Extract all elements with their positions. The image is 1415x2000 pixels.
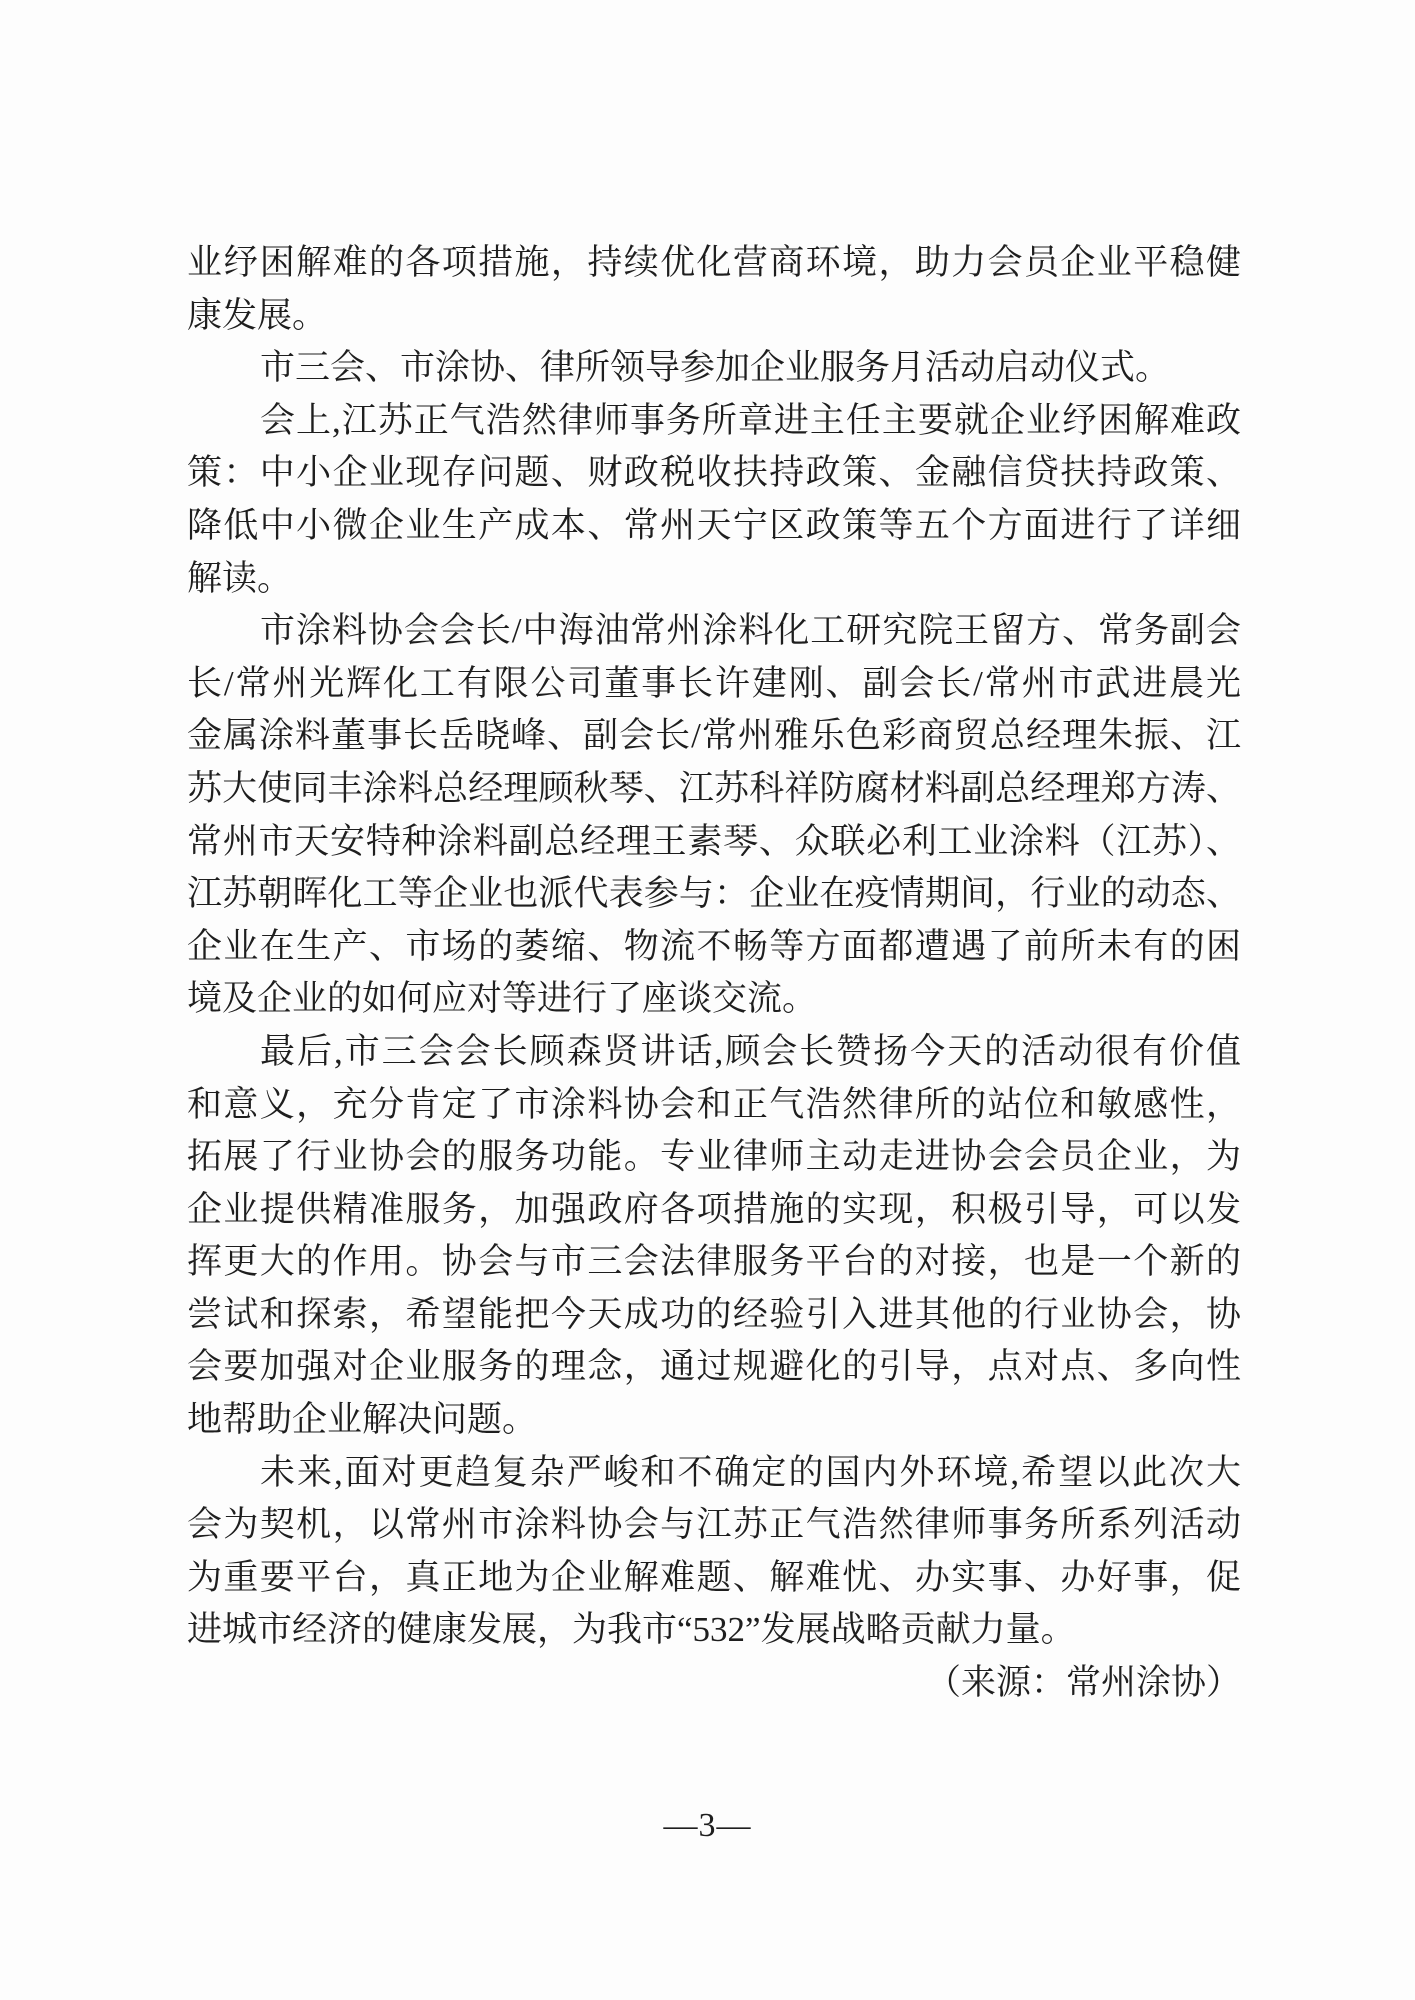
text-line: 为重要平台，真正地为企业解难题、解难忧、办实事、办好事，促 bbox=[187, 1557, 1241, 1597]
text-line: 策：中小企业现存问题、财政税收扶持政策、金融信贷扶持政策、 bbox=[187, 453, 1241, 493]
text-line: 最后,市三会会长顾森贤讲话,顾会长赞扬今天的活动很有价值 bbox=[260, 1031, 1241, 1071]
text-line: 长/常州光辉化工有限公司董事长许建刚、副会长/常州市武进晨光 bbox=[187, 663, 1241, 703]
text-line: 企业提供精准服务，加强政府各项措施的实现，积极引导，可以发 bbox=[187, 1189, 1241, 1229]
text-line: 进城市经济的健康发展，为我市“532”发展战略贡献力量。 bbox=[187, 1610, 1076, 1650]
text-line: 会要加强对企业服务的理念，通过规避化的引导，点对点、多向性 bbox=[187, 1347, 1241, 1387]
text-line: 未来,面对更趋复杂严峻和不确定的国内外环境,希望以此次大 bbox=[260, 1452, 1241, 1492]
text-line: 江苏朝晖化工等企业也派代表参与：企业在疫情期间，行业的动态、 bbox=[187, 874, 1241, 914]
text-line: 市涂料协会会长/中海油常州涂料化工研究院王留方、常务副会 bbox=[260, 611, 1241, 651]
text-line: 企业在生产、市场的萎缩、物流不畅等方面都遭遇了前所未有的困 bbox=[187, 926, 1241, 966]
text-line: 和意义，充分肯定了市涂料协会和正气浩然律所的站位和敏感性， bbox=[187, 1084, 1241, 1124]
text-line: 地帮助企业解决问题。 bbox=[187, 1400, 538, 1440]
text-line: 尝试和探索，希望能把今天成功的经验引入进其他的行业协会，协 bbox=[187, 1294, 1241, 1334]
text-line: 拓展了行业协会的服务功能。专业律师主动走进协会会员企业，为 bbox=[187, 1137, 1241, 1177]
text-line: 金属涂料董事长岳晓峰、副会长/常州雅乐色彩商贸总经理朱振、江 bbox=[187, 716, 1241, 756]
text-line: 苏大使同丰涂料总经理顾秋琴、江苏科祥防腐材料副总经理郑方涛、 bbox=[187, 768, 1241, 808]
text-line: 业纾困解难的各项措施，持续优化营商环境，助力会员企业平稳健 bbox=[187, 243, 1241, 282]
text-line: 境及企业的如何应对等进行了座谈交流。 bbox=[187, 979, 818, 1019]
text-line: 降低中小微企业生产成本、常州天宁区政策等五个方面进行了详细 bbox=[187, 505, 1241, 545]
article-body bbox=[187, 237, 1241, 1710]
text-line: 挥更大的作用。协会与市三会法律服务平台的对接，也是一个新的 bbox=[187, 1242, 1241, 1282]
text-line: 会为契机，以常州市涂料协会与江苏正气浩然律师事务所系列活动 bbox=[187, 1505, 1241, 1545]
text-line: 康发展。 bbox=[187, 295, 328, 335]
text-line: 解读。 bbox=[187, 558, 293, 598]
text-line: 市三会、市涂协、律所领导参加企业服务月活动启动仪式。 bbox=[260, 348, 1171, 388]
text-line: （来源：常州涂协） bbox=[925, 1663, 1241, 1703]
text-line: 常州市天安特种涂料副总经理王素琴、众联必利工业涂料（江苏）、 bbox=[187, 821, 1241, 861]
text-line: 会上,江苏正气浩然律师事务所章进主任主要就企业纾困解难政 bbox=[260, 400, 1241, 440]
page-number: —3— bbox=[663, 1807, 752, 1844]
